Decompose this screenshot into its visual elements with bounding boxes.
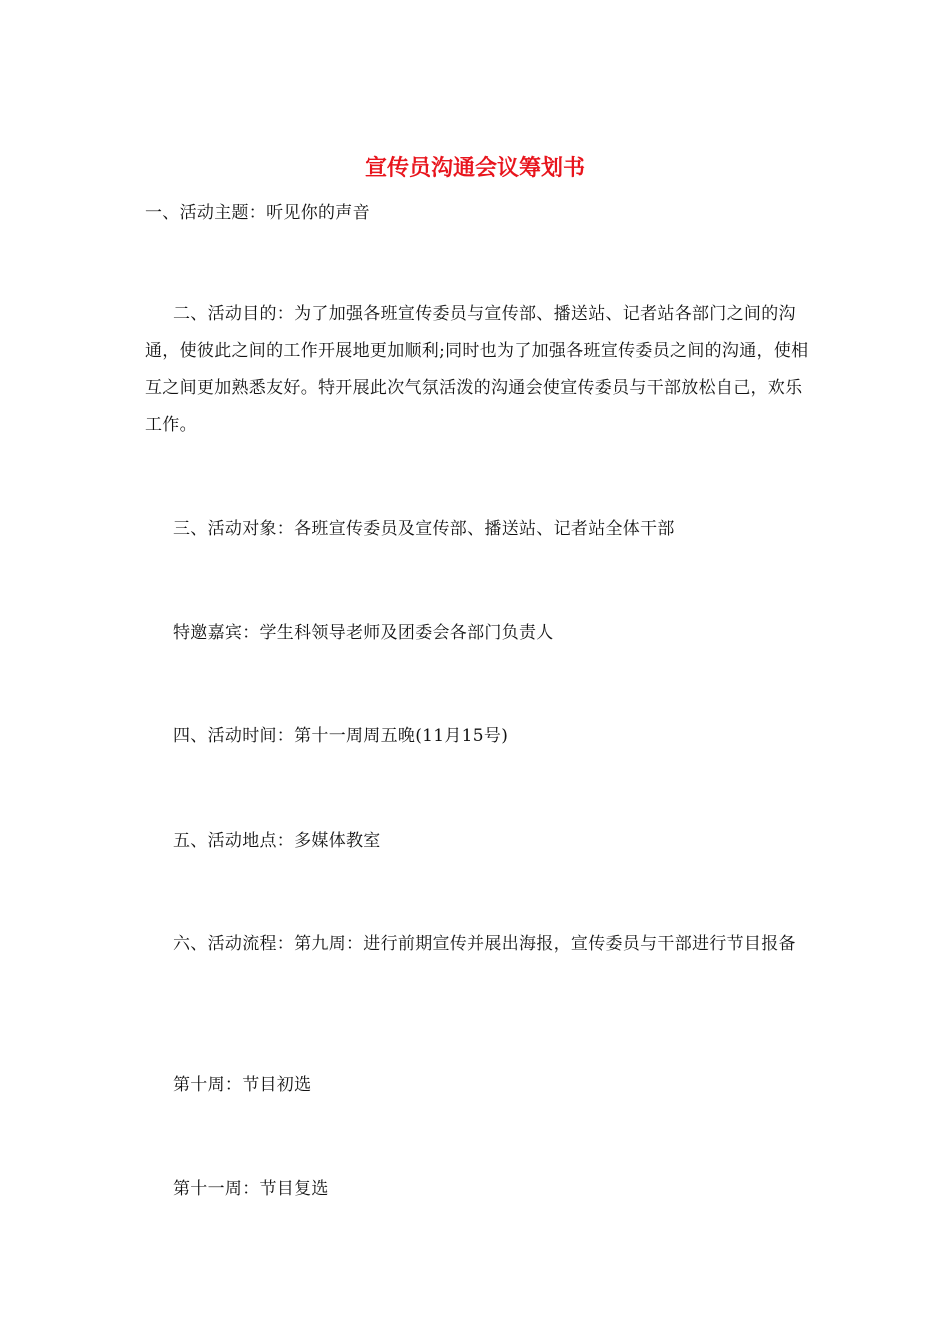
paragraph-time: 四、活动时间：第十一周周五晚(11月15号) [173,726,509,746]
paragraph-purpose: 二、活动目的：为了加强各班宣传委员与宣传部、播送站、记者站各部门之间的沟通，使彼此之间的工作开展地更加顺利;同时也为了加强各班宣传委员之间的沟通，使相互之间更加熟悉友好。特开展此次气氛活泼的沟通会使宣传委员与干部放松自己，欢乐工作。 [145,304,809,435]
paragraph-guests: 特邀嘉宾：学生科领导老师及团委会各部门负责人 [173,623,554,643]
paragraph-week-ten: 第十周：节目初选 [173,1075,312,1095]
document-title: 宣传员沟通会议筹划书 [364,155,585,181]
paragraph-theme: 一、活动主题：听见你的声音 [145,203,370,223]
paragraph-process: 六、活动流程：第九周：进行前期宣传并展出海报，宣传委员与干部进行节目报备 [173,934,796,954]
paragraph-participants: 三、活动对象：各班宣传委员及宣传部、播送站、记者站全体干部 [173,519,675,539]
paragraph-location: 五、活动地点：多媒体教室 [173,831,381,851]
paragraph-week-eleven: 第十一周：节目复选 [173,1179,329,1199]
